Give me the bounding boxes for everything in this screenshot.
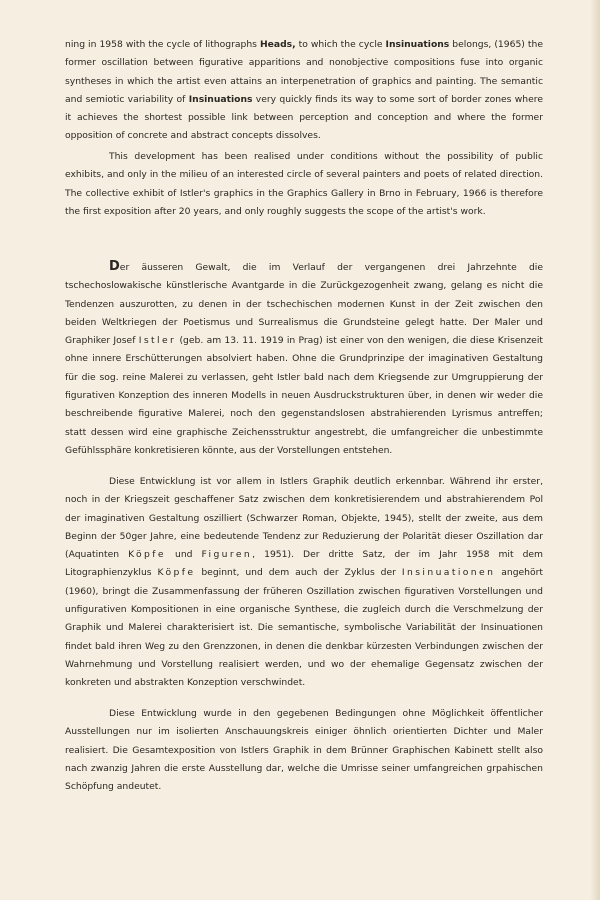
title-insinuations: Insinuations (385, 39, 450, 50)
text-run: beginnt, und dem auch der Zyklus der (195, 567, 402, 579)
english-paragraph-2: This development has been realised under conditions without the possibility of public exhibits, and only in the milieu of an interested circle of several painters and poets of related direction. The collective exhibit of Istler's graphics in the Graphics Gallery in Brno in February, 1966 is therefore the first exposition after 20 years, and only roughly suggests the scope of the artist's work. (65, 151, 543, 217)
title-insinuations: Insinuations (188, 93, 253, 105)
text-run: to which the cycle (295, 39, 386, 50)
drop-cap: D (109, 259, 120, 274)
title-koepfe: Köpfe (157, 567, 196, 579)
text-run: Diese Entwicklung ist vor allem in Istlers Graphik deutlich erkennbar. Während ihr erster, noch in der Kriegszeit geschaffener Satz zwischen dem konkretisierendem und abstrahierendem Pol der imaginativen Gestaltung oszilliert (Schwarzer Roman, Objekte, 1945), stellt der zweite, aus dem Beginn der 50ger Jahre, eine bedeutende Tendenz zur Reduzierung der Polarität dieser Oszillation dar (Aquatinten (65, 476, 543, 561)
german-paragraph-1 (65, 258, 543, 460)
text-run: angehört (1960), bringt die Zusammenfassung der früheren Oszillation zwischen figurativen Vorstellungen und unfigurativen Kompositionen in eine organische Synthese, die zugleich durch die Verschmelzung der Graphik und Malerei charakterisiert ist. Die semantische, symbolische Variabilität der Insinuationen findet bald ihren Weg zu den Grenzzonen, in denen die denkbar kürzesten Verbindungen zwischen der Wahrnehmung und Vorstellung realisiert werden, und wo der ehemalige Gegensatz zwischen der konkreten und abstrakten Konzeption verschwindet. (65, 567, 544, 689)
page-edge-shadow (590, 0, 600, 900)
text-run: , 1951). Der dritte Satz, der im Jahr 1958 mit dem Litographienzyklus (65, 549, 544, 579)
artist-name: Istler (138, 335, 177, 347)
text-run: er äusseren Gewalt, die im Verlauf der vergangenen drei Jahrzehnte die tschechoslowakische künstlerische Avantgarde in die Zurückgezogenheit zwang, gelang es nicht die Tendenzen auszurotten, zu denen in der tschechischen modernen Kunst in der Zeit zwischen den beiden Weltkriegen der Poetismus und Surrealismus die Grundsteine gelegt hatte. Der Maler und Graphiker Josef (65, 262, 543, 347)
title-heads: Heads, (259, 39, 296, 50)
text-run: ning in 1958 with the cycle of lithographs (65, 39, 260, 50)
text-run: und (165, 549, 202, 561)
title-insinuationen: Insinuationen (401, 567, 496, 579)
german-paragraph-2 (65, 473, 543, 693)
text-run: belongs, (1965) the former oscillation between figurative apparitions and nonobjective compositions fuse into organic syntheses in which the artist even attains an interpenetration of graphics and painting. The semantic and semiotic variability of (65, 39, 543, 105)
text-run: (geb. am 13. 11. 1919 in Prag) ist einer von den wenigen, die diese Krisenzeit ohne innere Erschütterungen absolviert haben. Ohne die Grundprinzipe der imaginativen Gestaltung für die sog. reine Malerei zu verlassen, geht Istler bald nach dem Kriegsende zur Umgruppierung der figurativen Konzeption des inneren Modells in neuen Ausdruckstrukturen über, in denen wir weder die beschreibende figurative Malerei, noch den gegenstandslosen abstrahierenden Lyrismus antreffen; statt dessen wird eine graphische Zeichensstruktur angestrebt, die umfangreicher die unbestimmte Gefühlssphäre konkretisieren könnte, aus der Vorstellungen entstehen. (65, 335, 543, 456)
german-paragraph-3: Diese Entwicklung wurde in den gegebenen Bedingungen ohne Möglichkeit öffentlicher Ausstellungen nur im isolierten Anschauungskreis einiger öhnlich orientierten Dichter und Maler realisiert. Die Gesamtexposition von Istlers Graphik in dem Brünner Graphischen Kabinett stellt also nach zwanzig Jahren die erste Ausstellung dar, welche die Umrisse seiner umfangreichen grpahischen Schöpfung andeutet. (65, 708, 543, 793)
title-koepfe: Köpfe (128, 549, 166, 561)
text-run: very quickly finds its way to some sort of border zones where it achieves the shortest possible link between perception and conception and where the former opposition of concrete and abstract concepts dissolves. (65, 93, 543, 142)
english-paragraph-1 (65, 36, 543, 146)
title-figuren: Figuren (201, 549, 253, 561)
